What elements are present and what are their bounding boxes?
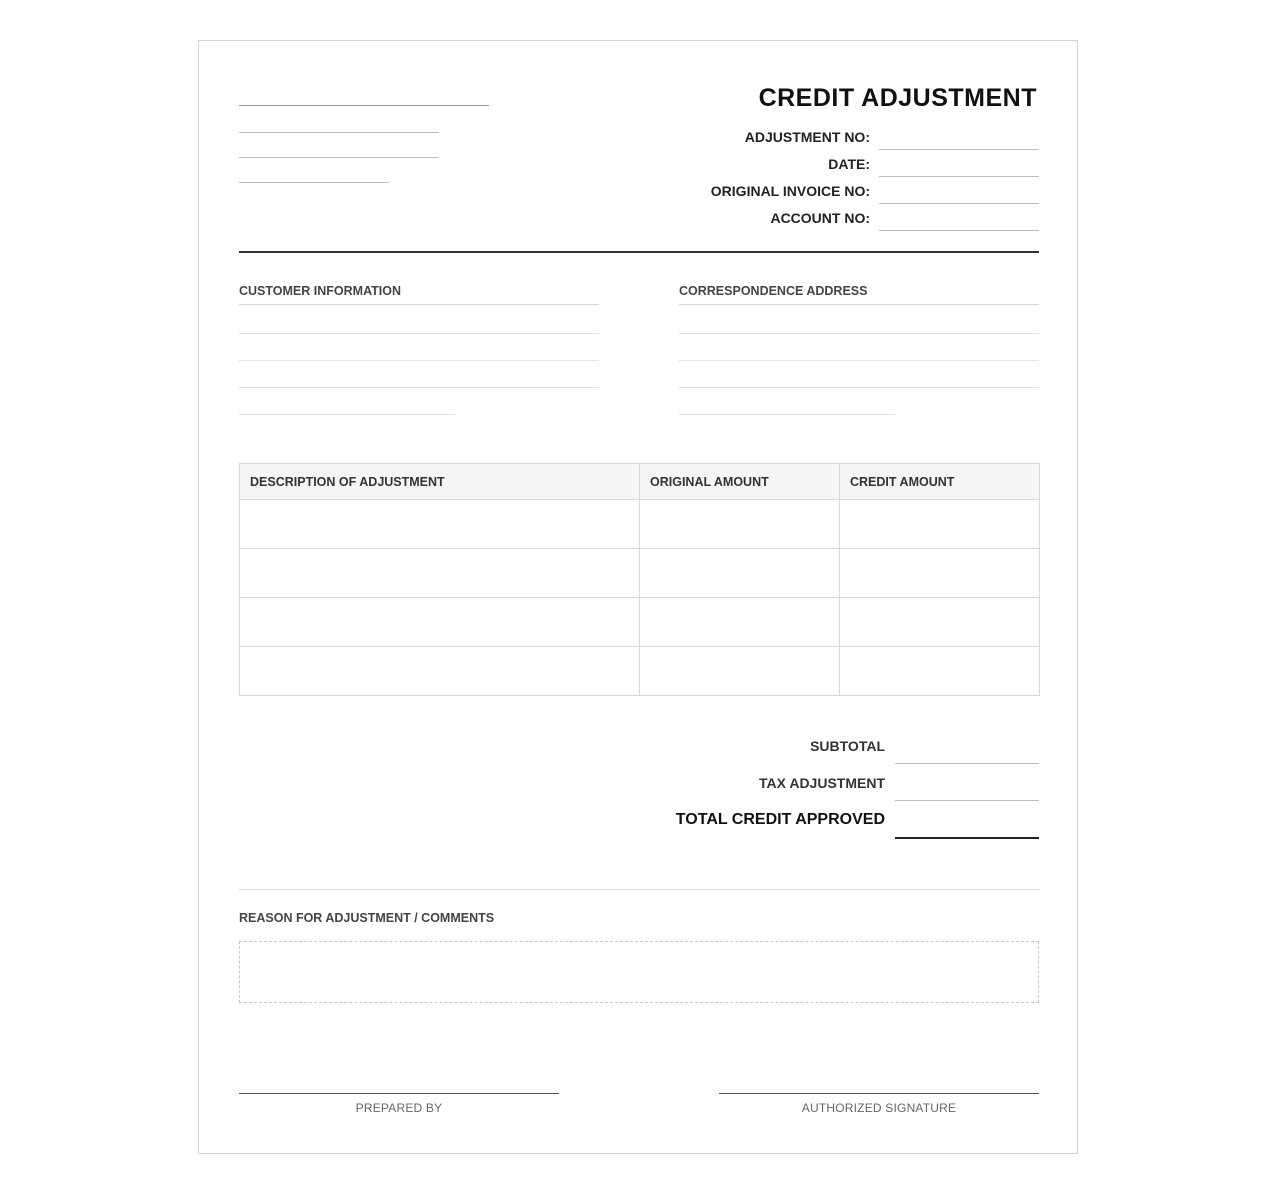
correspondence-line-4[interactable]: [679, 414, 895, 415]
company-address-line-2[interactable]: [239, 157, 439, 158]
description-cell[interactable]: [240, 598, 640, 647]
company-address-line-1[interactable]: [239, 132, 439, 133]
account-no-field[interactable]: [879, 230, 1039, 231]
description-cell[interactable]: [240, 549, 640, 598]
customer-info-line-3[interactable]: [239, 387, 599, 388]
original-amount-cell[interactable]: [640, 647, 840, 696]
table-row: [240, 549, 1040, 598]
correspondence-line-2[interactable]: [679, 360, 1039, 361]
comments-label: REASON FOR ADJUSTMENT / COMMENTS: [239, 911, 495, 925]
original-invoice-no-label: ORIGINAL INVOICE NO:: [710, 183, 870, 199]
table-row: [240, 598, 1040, 647]
credit-amount-cell[interactable]: [840, 647, 1040, 696]
authorized-signature-label: AUTHORIZED SIGNATURE: [801, 1101, 957, 1115]
prepared-by-label: PREPARED BY: [355, 1101, 443, 1115]
customer-information-label: CUSTOMER INFORMATION: [239, 284, 402, 298]
subtotal-label: SUBTOTAL: [810, 738, 885, 754]
total-credit-approved-field[interactable]: [895, 837, 1039, 839]
description-header: DESCRIPTION OF ADJUSTMENT: [240, 464, 640, 500]
customer-info-line-4[interactable]: [239, 414, 455, 415]
customer-info-line-1[interactable]: [239, 333, 599, 334]
adjustment-no-label: ADJUSTMENT NO:: [744, 129, 870, 145]
tax-adjustment-field[interactable]: [895, 800, 1039, 801]
account-no-label: ACCOUNT NO:: [770, 210, 870, 226]
date-field[interactable]: [879, 176, 1039, 177]
credit-amount-cell[interactable]: [840, 500, 1040, 549]
subtotal-field[interactable]: [895, 763, 1039, 764]
credit-amount-cell[interactable]: [840, 549, 1040, 598]
tax-adjustment-label: TAX ADJUSTMENT: [759, 775, 885, 791]
authorized-signature-line[interactable]: [719, 1093, 1039, 1094]
company-address-line-3[interactable]: [239, 182, 389, 183]
prepared-by-line[interactable]: [239, 1093, 559, 1094]
description-cell[interactable]: [240, 500, 640, 549]
correspondence-line-3[interactable]: [679, 387, 1039, 388]
adjustment-table: [239, 463, 1040, 696]
table-row: [240, 647, 1040, 696]
adjustment-no-field[interactable]: [879, 149, 1039, 150]
original-amount-cell[interactable]: [640, 500, 840, 549]
credit-amount-header: CREDIT AMOUNT: [840, 464, 1040, 500]
credit-amount-cell[interactable]: [840, 598, 1040, 647]
original-amount-header: ORIGINAL AMOUNT: [640, 464, 840, 500]
customer-info-line-2[interactable]: [239, 360, 599, 361]
correspondence-line-1[interactable]: [679, 333, 1039, 334]
correspondence-address-label: CORRESPONDENCE ADDRESS: [679, 284, 868, 298]
comments-box[interactable]: [239, 941, 1039, 1003]
original-amount-cell[interactable]: [640, 598, 840, 647]
date-label: DATE:: [828, 156, 870, 172]
customer-info-underline: [239, 304, 599, 305]
comments-divider: [239, 889, 1039, 890]
correspondence-address-underline: [679, 304, 1039, 305]
description-cell[interactable]: [240, 647, 640, 696]
credit-adjustment-form: [198, 40, 1078, 1154]
company-name-line[interactable]: [239, 105, 489, 106]
original-amount-cell[interactable]: [640, 549, 840, 598]
document-title: CREDIT ADJUSTMENT: [758, 84, 1037, 112]
table-row: [240, 500, 1040, 549]
header-divider: [239, 251, 1039, 253]
table-header-row: [240, 464, 1040, 500]
original-invoice-no-field[interactable]: [879, 203, 1039, 204]
total-credit-approved-label: TOTAL CREDIT APPROVED: [675, 811, 885, 828]
